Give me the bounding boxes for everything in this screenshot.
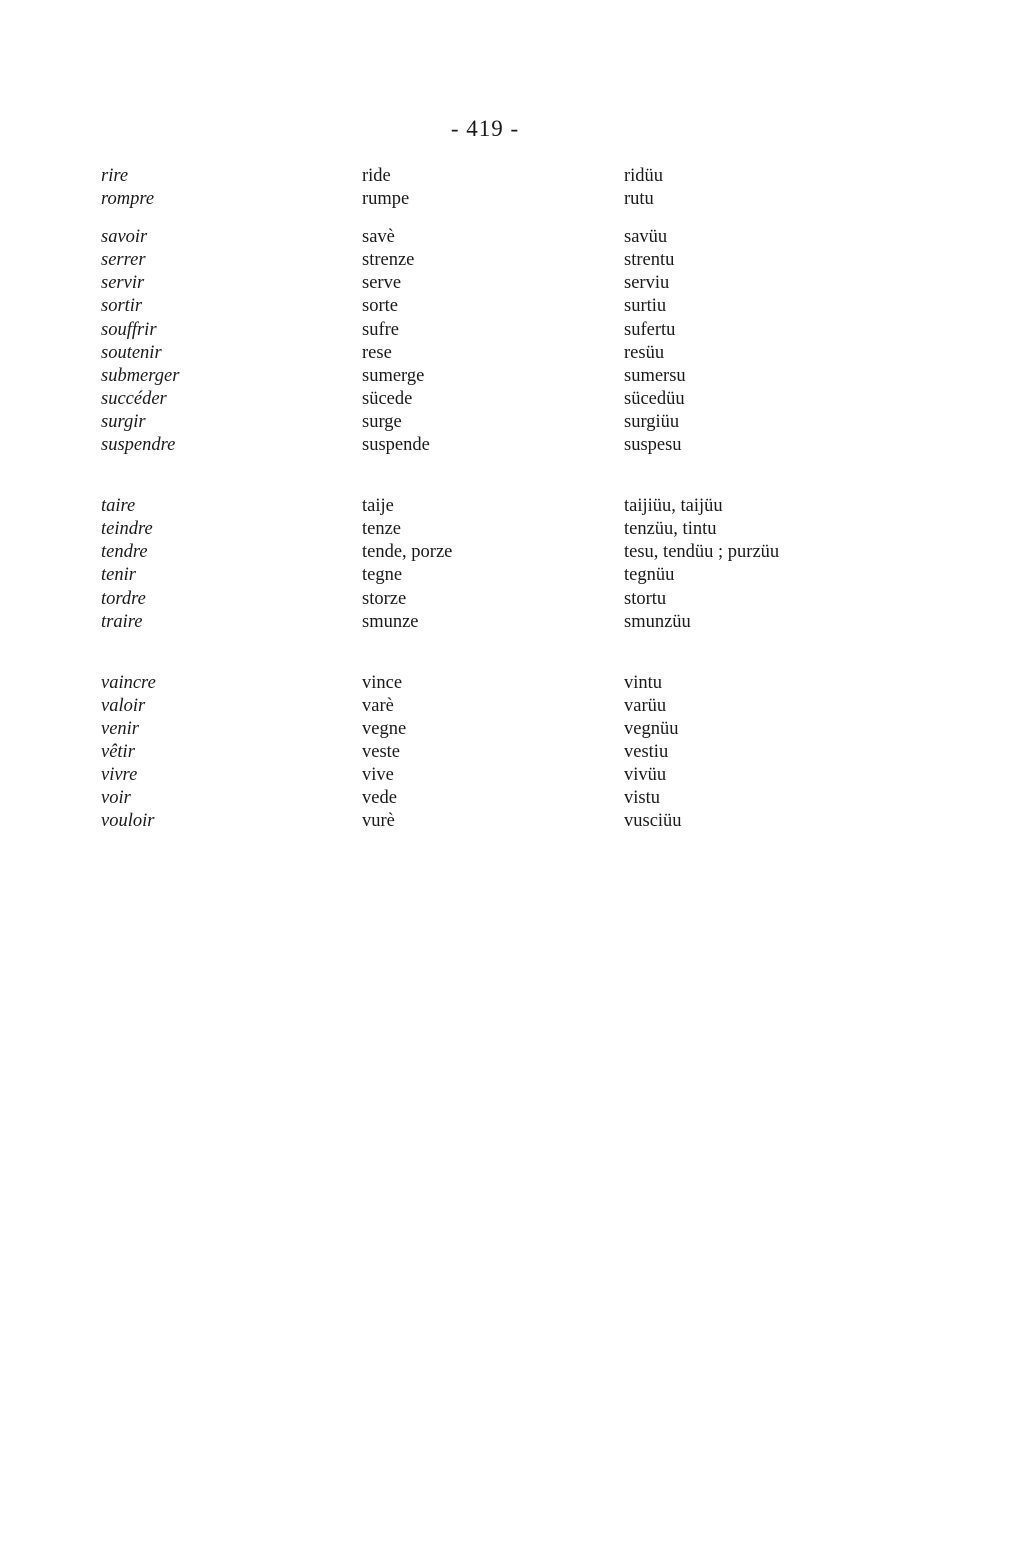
present-form: veste xyxy=(362,741,401,762)
page-number: - 419 - xyxy=(450,116,520,141)
table-row xyxy=(0,588,1024,611)
present-form: sorte xyxy=(362,296,398,317)
table-row xyxy=(0,272,1024,295)
table-row xyxy=(0,672,1024,695)
participle-form: tesu, tendüu ; purzüu xyxy=(624,542,780,563)
french-verb: servir xyxy=(101,273,145,294)
present-form: sufre xyxy=(362,319,399,340)
group-spacer xyxy=(0,211,1024,226)
french-verb: surgir xyxy=(101,411,146,432)
french-verb: souffrir xyxy=(101,319,157,340)
french-verb: rompre xyxy=(101,189,155,210)
table-row xyxy=(0,388,1024,411)
present-form: taije xyxy=(362,496,394,517)
table-row xyxy=(0,295,1024,318)
present-form: tende, porze xyxy=(362,542,453,563)
french-verb: vêtir xyxy=(101,741,135,762)
present-form: ride xyxy=(362,166,391,186)
participle-form: rutu xyxy=(624,189,654,210)
participle-form: ridüu xyxy=(624,166,664,186)
french-verb: voir xyxy=(101,788,131,809)
participle-form: vintu xyxy=(624,672,663,693)
verb-group-t xyxy=(0,495,1024,634)
participle-form: strentu xyxy=(624,250,675,271)
participle-form: tenzüu, tintu xyxy=(624,519,717,540)
french-verb: suspendre xyxy=(101,435,176,456)
table-row xyxy=(0,495,1024,518)
present-form: savè xyxy=(362,227,395,248)
table-row xyxy=(0,342,1024,365)
table-row xyxy=(0,541,1024,564)
present-form: tenze xyxy=(362,519,402,540)
participle-form: smunzüu xyxy=(624,611,691,632)
verb-table xyxy=(0,165,1024,833)
table-row xyxy=(0,226,1024,249)
french-verb: traire xyxy=(101,611,143,632)
group-spacer xyxy=(0,634,1024,672)
french-verb: vivre xyxy=(101,765,138,786)
present-form: tegne xyxy=(362,565,403,586)
table-row xyxy=(0,764,1024,787)
participle-form: taijiüu, taijüu xyxy=(624,496,723,517)
present-form: rese xyxy=(362,342,392,363)
present-form: vegne xyxy=(362,718,407,739)
present-form: vurè xyxy=(362,811,395,832)
french-verb: tendre xyxy=(101,542,148,563)
french-verb: tenir xyxy=(101,565,136,586)
table-row xyxy=(0,249,1024,272)
table-row xyxy=(0,365,1024,388)
participle-form: serviu xyxy=(624,273,670,294)
participle-form: sumersu xyxy=(624,365,686,386)
present-form: vive xyxy=(362,765,394,786)
group-spacer xyxy=(0,457,1024,495)
table-row xyxy=(0,810,1024,833)
table-row xyxy=(0,695,1024,718)
french-verb: succéder xyxy=(101,388,167,409)
present-form: sumerge xyxy=(362,365,425,386)
french-verb: sortir xyxy=(101,296,143,317)
french-verb: venir xyxy=(101,718,140,739)
table-row xyxy=(0,611,1024,634)
french-verb: submerger xyxy=(101,365,180,386)
present-form: smunze xyxy=(362,611,419,632)
french-verb: teindre xyxy=(101,519,153,540)
table-row xyxy=(0,518,1024,541)
table-row xyxy=(0,165,1024,188)
table-row xyxy=(0,411,1024,434)
table-row xyxy=(0,718,1024,741)
table-row xyxy=(0,434,1024,457)
participle-form: vivüu xyxy=(624,765,667,786)
table-row xyxy=(0,787,1024,810)
french-verb: serrer xyxy=(101,250,146,271)
french-verb: tordre xyxy=(101,588,146,609)
table-row xyxy=(0,319,1024,342)
verb-group-v xyxy=(0,672,1024,834)
french-verb: soutenir xyxy=(101,342,162,363)
table-row xyxy=(0,188,1024,211)
table-row xyxy=(0,564,1024,587)
present-form: sücede xyxy=(362,388,413,409)
french-verb: rire xyxy=(101,166,129,186)
present-form: suspende xyxy=(362,435,430,456)
participle-form: surgiüu xyxy=(624,411,680,432)
french-verb: savoir xyxy=(101,227,148,248)
present-form: varè xyxy=(362,695,394,716)
french-verb: vouloir xyxy=(101,811,155,832)
present-form: serve xyxy=(362,273,402,294)
french-verb: taire xyxy=(101,496,136,517)
present-form: vince xyxy=(362,672,403,693)
verb-group-s xyxy=(0,226,1024,457)
verb-group-r xyxy=(0,165,1024,211)
participle-form: sufertu xyxy=(624,319,676,340)
french-verb: valoir xyxy=(101,695,146,716)
participle-form: vestiu xyxy=(624,741,669,762)
present-form: vede xyxy=(362,788,397,809)
table-row xyxy=(0,741,1024,764)
participle-form: vistu xyxy=(624,788,660,809)
present-form: strenze xyxy=(362,250,415,271)
participle-form: surtiu xyxy=(624,296,667,317)
participle-form: suspesu xyxy=(624,435,682,456)
participle-form: varüu xyxy=(624,695,667,716)
participle-form: savüu xyxy=(624,227,668,248)
participle-form: vusciüu xyxy=(624,811,682,832)
participle-form: tegnüu xyxy=(624,565,675,586)
french-verb: vaincre xyxy=(101,672,156,693)
present-form: storze xyxy=(362,588,407,609)
participle-form: sücedüu xyxy=(624,388,685,409)
participle-form: resüu xyxy=(624,342,665,363)
present-form: surge xyxy=(362,411,402,432)
participle-form: stortu xyxy=(624,588,667,609)
participle-form: vegnüu xyxy=(624,718,679,739)
present-form: rumpe xyxy=(362,189,410,210)
